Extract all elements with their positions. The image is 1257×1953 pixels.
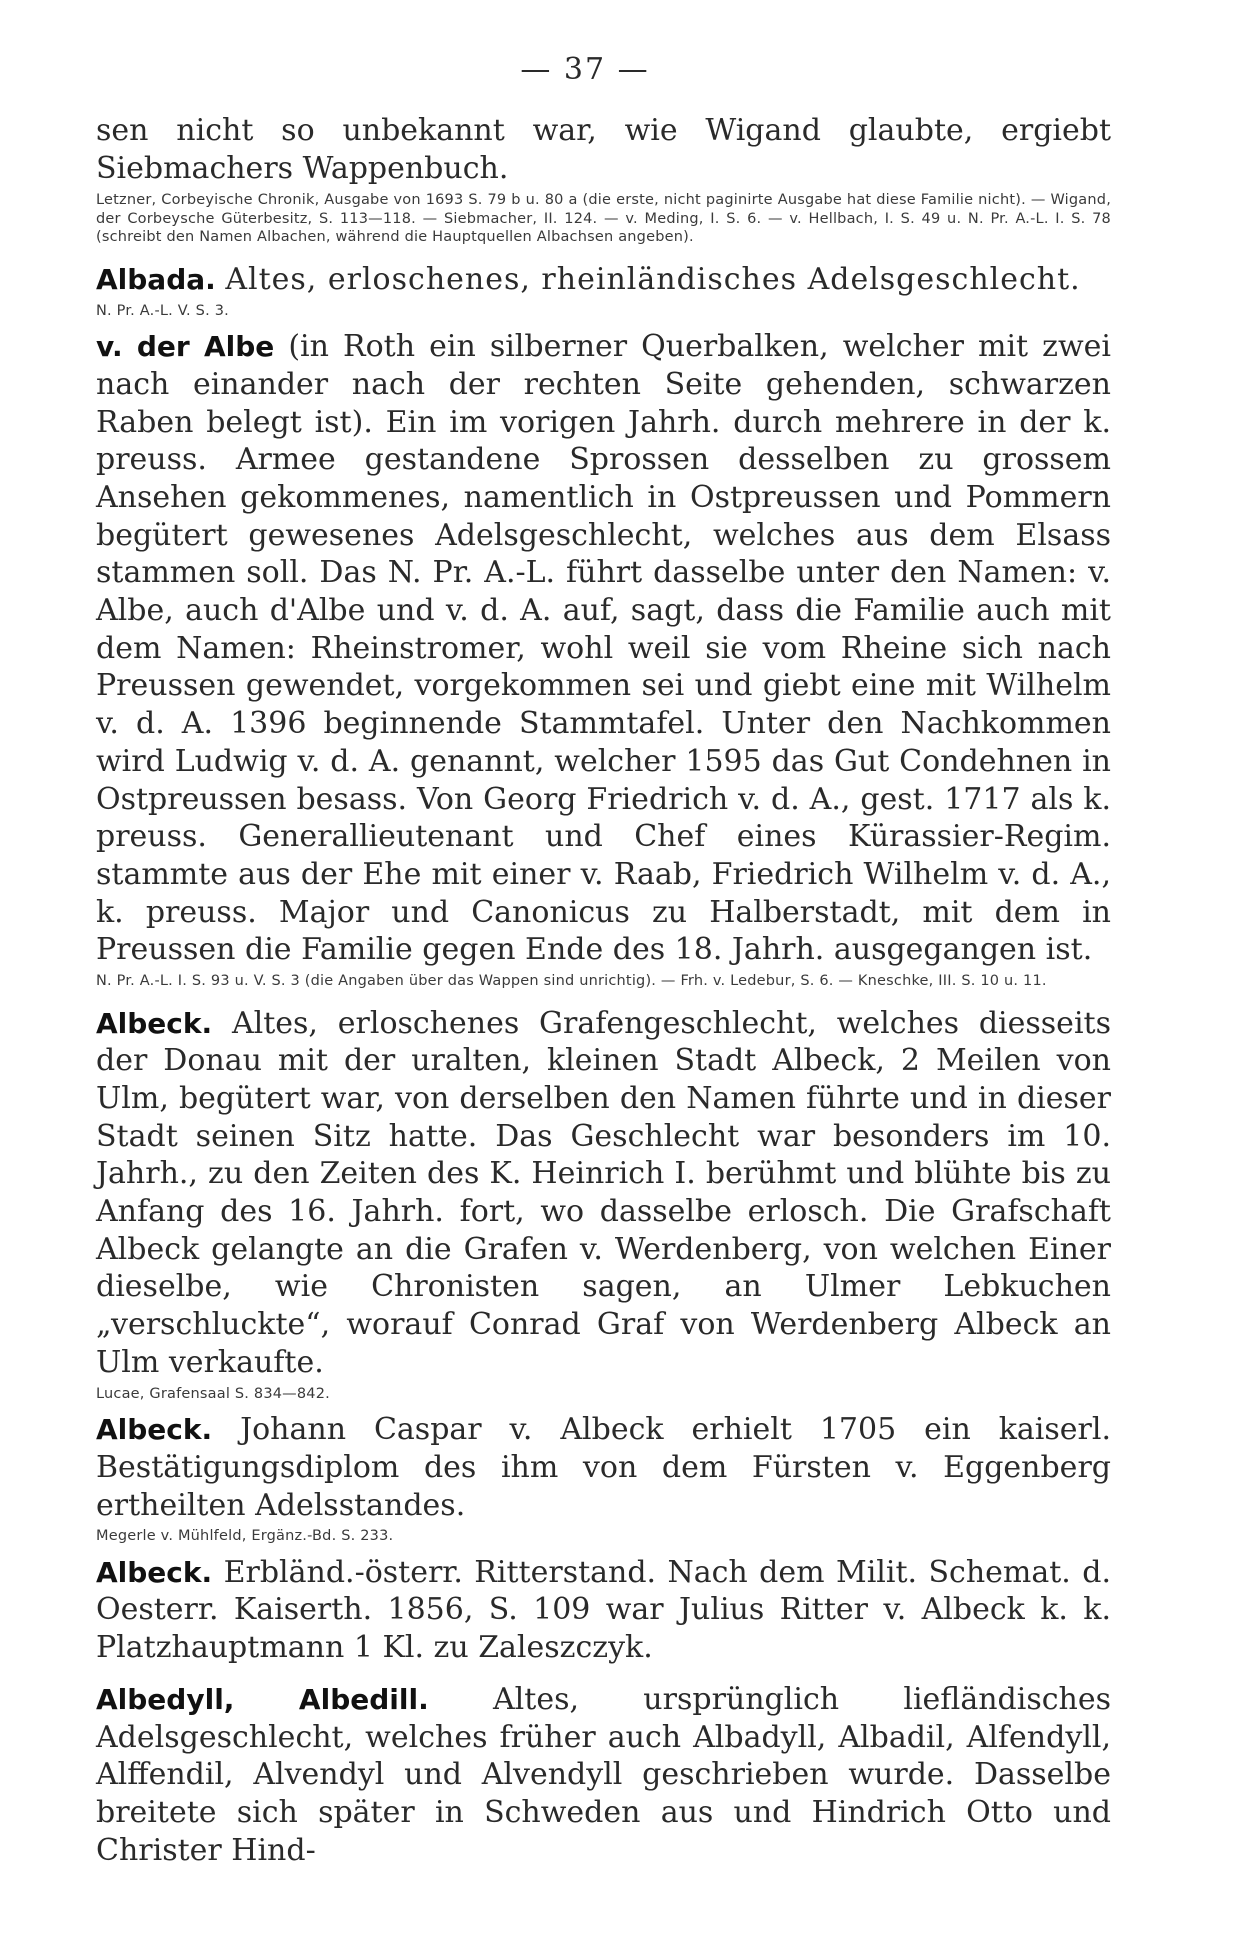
entry-text: Altes, erloschenes Grafengeschlecht, welches diesseits der Donau mit der uralten, kleinen Stadt Albeck, 2 Meilen von Ulm, begütert war, von derselben den Namen führte und in dieser Stadt seinen Sitz hatte. Das Geschlecht war besonders im 10. Jahrh., zu den Zeiten des K. Heinrich I. berühmt und blühte bis zu Anfang des 16. Jahrh. fort, wo dasselbe erlosch. Die Grafschaft Albeck gelangte an die Grafen v. Werdenberg, von welchen Einer dieselbe, wie Chronisten sagen, an Ulmer Lebkuchen „verschluckte“, worauf Conrad Graf von Werdenberg Albeck an Ulm verkaufte.: [96, 1005, 1111, 1380]
entry-headword: Albeck.: [96, 1413, 213, 1447]
entry-text: sen nicht so unbekannt war, wie Wigand glaubte, ergiebt Siebmachers Wappenbuch.: [96, 113, 1111, 186]
entry-albada: [96, 261, 1111, 299]
reference-note: Megerle v. Mühlfeld, Ergänz.-Bd. S. 233.: [96, 1528, 394, 1545]
reference-note: Lucae, Grafensaal S. 834—842.: [96, 1385, 330, 1402]
entry-headword: Albeck.: [96, 1555, 213, 1589]
entry-text: Altes, ursprünglich liefländisches Adelsgeschlecht, welches früher auch Albadyll, Albadil, Alfendyll, Alffendil, Alvendyl und Alvendyll geschrieben wurde. Dasselbe breitete sich später in Schweden aus und Hindrich Otto und Christer Hind-: [96, 1681, 1111, 1868]
reference-note: N. Pr. A.-L. V. S. 3.: [96, 302, 229, 319]
entry-headword: v. der Albe: [96, 330, 275, 364]
entry-text: Erbländ.-österr. Ritterstand. Nach dem Milit. Schemat. d. Oesterr. Kaiserth. 1856, S. 109 war Julius Ritter v. Albeck k. k. Platzhauptmann 1 Kl. zu Zaleszczyk.: [96, 1554, 1111, 1666]
reference-note: N. Pr. A.-L. I. S. 93 u. V. S. 3 (die Angaben über das Wappen sind unrichtig). — Frh. v. Ledebur, S. 6. — Kneschke, III. S. 10 u. 11.: [96, 973, 1047, 990]
entry-albeck-caspar: [96, 1411, 1111, 1524]
text-column: [96, 112, 1111, 1869]
entry-albe: [96, 328, 1111, 969]
entry-headword: Albedyll, Albedill.: [96, 1682, 429, 1716]
entry-headword: Albada.: [96, 262, 216, 296]
reference-note: Letzner, Corbeyische Chronik, Ausgabe von 1693 S. 79 b u. 80 a (die erste, nicht paginirte Ausgabe hat diese Familie nicht). — Wigand, der Corbeysche Güterbesitz, S. 113—118. — Siebmacher, II. 124. — v. Meding, I. S. 6. — v. Hellbach, I. S. 49 u. N. Pr. A.-L. I. S. 78 (schreibt den Namen Albachen, während die Hauptquellen Albachsen angeben).: [96, 192, 1111, 246]
entry-headword: Albeck.: [96, 1006, 213, 1040]
entry-albeck-grafen: [96, 1005, 1111, 1382]
entry-text: Johann Caspar v. Albeck erhielt 1705 ein kaiserl. Bestätigungsdiplom des ihm von dem Fürsten v. Eggenberg ertheilten Adelsstandes.: [96, 1412, 1111, 1523]
entry-albedyll: [96, 1681, 1111, 1870]
entry-text: (in Roth ein silberner Querbalken, welcher mit zwei nach einander nach der rechten Seite gehenden, schwarzen Raben belegt ist). Ein im vorigen Jahrh. durch mehrere in der k. preuss. Armee gestandene Sprossen desselben zu grossem Ansehen gekommenes, namentlich in Ostpreussen und Pommern begütert gewesenes Adelsgeschlecht, welches aus dem Elsass stammen soll. Das N. Pr. A.-L. führt dasselbe unter den Namen: v. Albe, auch d'Albe und v. d. A. auf, sagt, dass die Familie auch mit dem Namen: Rheinstromer, wohl weil sie vom Rheine sich nach Preussen gewendet, vorgekommen sei und giebt eine mit Wilhelm v. d. A. 1396 beginnende Stammtafel. Unter den Nachkommen wird Ludwig v. d. A. genannt, welcher 1595 das Gut Condehnen in Ostpreussen besass. Von Georg Friedrich v. d. A., gest. 1717 als k. preuss. Generallieutenant und Chef eines Kürassier-Regim. stammte aus der Ehe mit einer v. Raab, Friedrich Wilhelm v. d. A., k. preuss. Major und Canonicus zu Halberstadt, mit dem in Preussen die Familie gegen Ende des 18. Jahrh. ausgegangen ist.: [96, 329, 1111, 968]
entry-text: Altes, erloschenes, rheinländisches Adelsgeschlecht.: [225, 261, 1081, 297]
entry-continuation: [96, 112, 1111, 187]
entry-albeck-ritterstand: [96, 1554, 1111, 1667]
page-number: — 37 —: [520, 52, 650, 87]
